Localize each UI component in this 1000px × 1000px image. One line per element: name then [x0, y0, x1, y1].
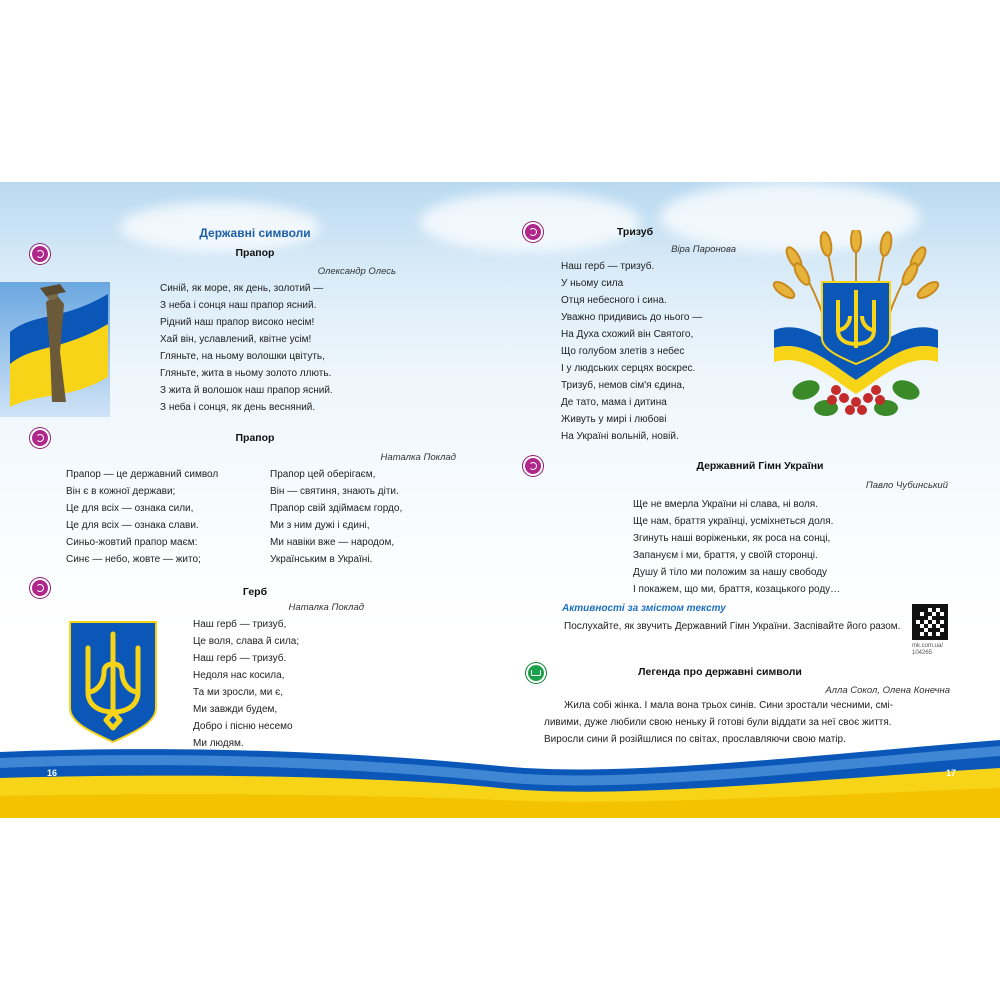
page-number-left: 16	[47, 768, 58, 778]
activity-title: Активності за змістом тексту	[562, 603, 726, 614]
poem-line: На Духа схожий він Святого,	[561, 329, 694, 340]
anthem-line: Ще не вмерла України ні слава, ні воля.	[633, 499, 819, 510]
poem-line: З неба і сонця наш прапор ясний.	[160, 300, 317, 311]
anthem-author: Павло Чубинський	[865, 480, 948, 491]
anthem-line: І покажем, що ми, браття, козацького роду…	[633, 584, 841, 595]
qr-caption	[912, 643, 943, 657]
poem-author: Віра Паронова	[671, 244, 736, 255]
flag-wave-decoration	[0, 738, 1000, 818]
flag-monument-illustration	[0, 282, 110, 417]
poem-line: Недоля нас косила,	[193, 670, 285, 681]
anthem-line: Запануєм і ми, браття, у своїй сторонці.	[633, 550, 818, 561]
qr-code-icon[interactable]	[912, 604, 948, 640]
qr-code-number: 104265	[912, 650, 933, 656]
headphones-icon[interactable]	[30, 244, 50, 264]
poem-line: Що голубом злетів з небес	[561, 346, 685, 357]
poem-column-1	[66, 466, 266, 568]
legend-title: Легенда про державні символи	[638, 666, 802, 678]
poem-line: Де тато, мама і дитина	[561, 397, 667, 408]
poem-line: Наш герб — тризуб,	[193, 619, 287, 630]
poem-line: Синій, як море, як день, золотий —	[160, 283, 324, 294]
poem-line: Гляньте, на ньому волошки цвітуть,	[160, 351, 325, 362]
poem-line: Прапор цей оберігаєм,	[270, 469, 376, 480]
poem-line: Прапор — це державний символ	[66, 469, 219, 480]
poem-line: У ньому сила	[561, 278, 624, 289]
poem-line: Українським в Україні.	[270, 554, 373, 565]
anthem-line: Ще нам, браття українці, усміхнеться доля.	[633, 516, 834, 527]
poem-title: Тризуб	[616, 226, 654, 238]
section-title: Державні символи	[199, 226, 311, 240]
headphones-icon[interactable]	[30, 578, 50, 598]
legend-line: ливими, дуже любили свою неньку й готові були віддати за неї своє життя.	[544, 717, 892, 728]
poem-author: Наталка Поклад	[288, 602, 364, 613]
legend-line: Виросли сини й розійшлися по світах, прославляючи свою матір.	[544, 734, 846, 745]
poem-line: Отця небесного і сина.	[561, 295, 667, 306]
poem-line: Він — святиня, знають діти.	[270, 486, 399, 497]
poem-line: З неба і сонця, як день весняний.	[160, 402, 316, 413]
poem-title: Герб	[242, 586, 268, 598]
poem-line: Тризуб, немов сім'я єдина,	[561, 380, 685, 391]
anthem-title: Державний Гімн України	[696, 460, 824, 472]
poem-line: Це воля, слава й сила;	[193, 636, 300, 647]
poem-line: Наш герб — тризуб.	[561, 261, 655, 272]
poem-line: Це для всіх — ознака сили,	[66, 503, 194, 514]
book-icon[interactable]	[526, 663, 546, 683]
poem-title: Прапор	[235, 432, 275, 444]
poem-line: Ми завжди будем,	[193, 704, 278, 715]
poem-line: Рідний наш прапор високо несім!	[160, 317, 315, 328]
poem-line: Наш герб — тризуб.	[193, 653, 287, 664]
poem-line: Він є в кожної держави;	[66, 486, 176, 497]
anthem-line: Згинуть наші воріженьки, як роса на сонці,	[633, 533, 831, 544]
poem-line: Ми людям.	[193, 738, 244, 749]
anthem-line: Душу й тіло ми положим за нашу свободу	[633, 567, 828, 578]
anthem-body	[633, 496, 933, 598]
page-number-right: 17	[946, 768, 957, 778]
qr-pattern	[916, 608, 944, 636]
legend-author: Алла Сокол, Олена Конечна	[825, 685, 950, 696]
poem-line: Ми з ним дужі і єдині,	[270, 520, 370, 531]
legend-text	[544, 697, 954, 748]
activity-text: Послухайте, як звучить Державний Гімн України. Заспівайте його разом.	[564, 621, 901, 632]
poem-line: Та ми зросли, ми є,	[193, 687, 284, 698]
qr-url[interactable]: mk.com.ua/	[912, 643, 944, 649]
poem-line: Синє — небо, жовте — жито;	[66, 554, 201, 565]
poem-line: Добро і пісню несемо	[193, 721, 293, 732]
poem-line: На Україні вольній, новій.	[561, 431, 679, 442]
headphones-icon[interactable]	[523, 456, 543, 476]
poem-author: Наталка Поклад	[380, 452, 456, 463]
trident-wheat-emblem	[766, 230, 946, 440]
poem-line: Ми навіки вже — народом,	[270, 537, 395, 548]
poem-line: Хай він, уславлений, квітне усім!	[160, 334, 312, 345]
poem-author: Олександр Олесь	[317, 266, 396, 277]
poem-line: Живуть у мирі і любові	[561, 414, 667, 425]
poem-line: Прапор свій здіймаєм гордо,	[270, 503, 403, 514]
poem-body	[160, 280, 400, 416]
poem-body	[193, 616, 393, 752]
poem-title: Прапор	[235, 247, 275, 259]
headphones-icon[interactable]	[30, 428, 50, 448]
poem-body	[561, 258, 771, 445]
poem-line: І у людських серцях воскрес.	[561, 363, 696, 374]
poem-line: З жита й волошок наш прапор ясний.	[160, 385, 333, 396]
poem-line: Уважно придивись до нього —	[561, 312, 703, 323]
legend-line: Жила собі жінка. І мала вона трьох синів. Сини зростали чесними, смі-	[564, 700, 894, 711]
poem-column-2	[270, 466, 470, 568]
coat-of-arms-image	[68, 620, 158, 744]
poem-line: Це для всіх — ознака слави.	[66, 520, 199, 531]
poem-line: Синьо-жовтий прапор маєм:	[66, 537, 198, 548]
poem-line: Гляньте, жита в ньому золото ллють.	[160, 368, 332, 379]
book-spread	[0, 182, 1000, 818]
